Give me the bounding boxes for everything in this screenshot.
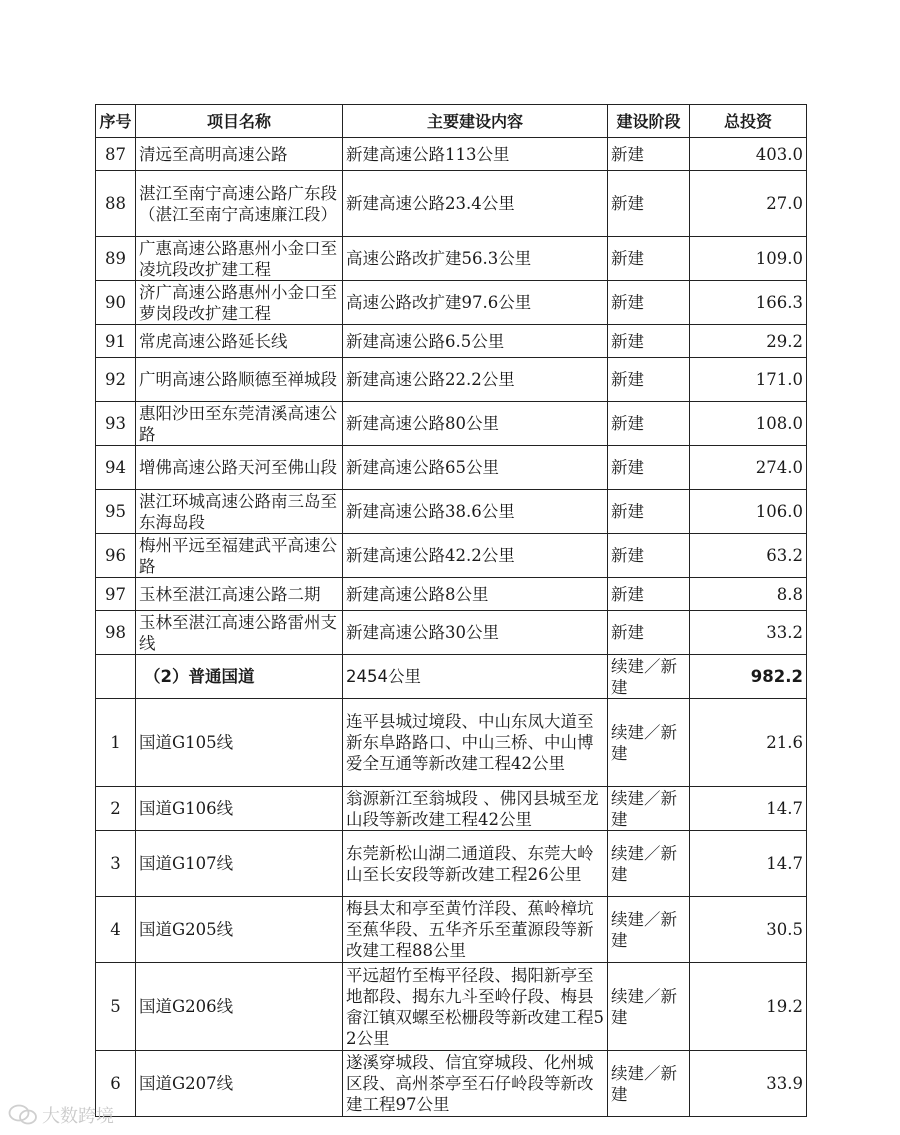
total-investment: 274.0 bbox=[690, 446, 807, 490]
table-row bbox=[96, 831, 807, 897]
wechat-bubble-icon bbox=[8, 1104, 38, 1126]
construction-content: 新建高速公路30公里 bbox=[343, 611, 608, 655]
row-number: 93 bbox=[96, 402, 136, 446]
construction-stage: 新建 bbox=[608, 358, 690, 402]
table-row bbox=[96, 325, 807, 358]
project-name: 国道G206线 bbox=[136, 963, 343, 1051]
construction-stage: 新建 bbox=[608, 446, 690, 490]
row-number: 90 bbox=[96, 281, 136, 325]
row-number: 96 bbox=[96, 534, 136, 578]
total-investment: 14.7 bbox=[690, 831, 807, 897]
construction-stage: 续建／新建 bbox=[608, 897, 690, 963]
project-table bbox=[95, 104, 807, 1117]
row-number: 87 bbox=[96, 138, 136, 171]
construction-content: 梅县太和亭至黄竹洋段、蕉岭樟坑至蕉华段、五华齐乐至董源段等新改建工程88公里 bbox=[343, 897, 608, 963]
table-row bbox=[96, 611, 807, 655]
construction-content: 新建高速公路65公里 bbox=[343, 446, 608, 490]
section-investment: 982.2 bbox=[690, 655, 807, 699]
project-name: 清远至高明高速公路 bbox=[136, 138, 343, 171]
section-stage: 续建／新建 bbox=[608, 655, 690, 699]
watermark bbox=[8, 1102, 114, 1128]
project-name: 国道G107线 bbox=[136, 831, 343, 897]
section-title: （2）普通国道 bbox=[136, 655, 343, 699]
construction-stage: 新建 bbox=[608, 578, 690, 611]
construction-stage: 新建 bbox=[608, 490, 690, 534]
table-row bbox=[96, 402, 807, 446]
construction-stage: 新建 bbox=[608, 325, 690, 358]
construction-stage: 续建／新建 bbox=[608, 1051, 690, 1117]
project-name: 国道G106线 bbox=[136, 787, 343, 831]
construction-content: 新建高速公路8公里 bbox=[343, 578, 608, 611]
construction-stage: 新建 bbox=[608, 611, 690, 655]
section-content: 2454公里 bbox=[343, 655, 608, 699]
construction-content: 平远超竹至梅平径段、揭阳新亭至地都段、揭东九斗至岭仔段、梅县畲江镇双螺至松栅段等新改建工程52公里 bbox=[343, 963, 608, 1051]
project-name: 湛江环城高速公路南三岛至东海岛段 bbox=[136, 490, 343, 534]
project-name: 惠阳沙田至东莞清溪高速公路 bbox=[136, 402, 343, 446]
construction-stage: 新建 bbox=[608, 281, 690, 325]
construction-content: 东莞新松山湖二通道段、东莞大岭山至长安段等新改建工程26公里 bbox=[343, 831, 608, 897]
row-number: 94 bbox=[96, 446, 136, 490]
section-blank-cell bbox=[96, 655, 136, 699]
construction-content: 新建高速公路38.6公里 bbox=[343, 490, 608, 534]
section-row-national-road bbox=[96, 655, 807, 699]
total-investment: 171.0 bbox=[690, 358, 807, 402]
row-number: 97 bbox=[96, 578, 136, 611]
construction-content: 新建高速公路42.2公里 bbox=[343, 534, 608, 578]
table-row bbox=[96, 787, 807, 831]
row-number: 5 bbox=[96, 963, 136, 1051]
row-number: 95 bbox=[96, 490, 136, 534]
project-name: 济广高速公路惠州小金口至萝岗段改扩建工程 bbox=[136, 281, 343, 325]
table-row bbox=[96, 1051, 807, 1117]
construction-stage: 续建／新建 bbox=[608, 831, 690, 897]
header-row bbox=[96, 105, 807, 138]
total-investment: 33.9 bbox=[690, 1051, 807, 1117]
construction-content: 翁源新江至翁城段 、佛冈县城至龙山段等新改建工程42公里 bbox=[343, 787, 608, 831]
total-investment: 403.0 bbox=[690, 138, 807, 171]
table-row bbox=[96, 578, 807, 611]
table-row bbox=[96, 171, 807, 237]
total-investment: 29.2 bbox=[690, 325, 807, 358]
construction-stage: 新建 bbox=[608, 138, 690, 171]
row-number: 1 bbox=[96, 699, 136, 787]
construction-stage: 新建 bbox=[608, 237, 690, 281]
table-row bbox=[96, 897, 807, 963]
construction-stage: 续建／新建 bbox=[608, 787, 690, 831]
project-name: 常虎高速公路延长线 bbox=[136, 325, 343, 358]
total-investment: 166.3 bbox=[690, 281, 807, 325]
table-row bbox=[96, 237, 807, 281]
construction-content: 新建高速公路23.4公里 bbox=[343, 171, 608, 237]
row-number: 3 bbox=[96, 831, 136, 897]
total-investment: 21.6 bbox=[690, 699, 807, 787]
construction-content: 遂溪穿城段、信宜穿城段、化州城区段、高州茶亭至石仔岭段等新改建工程97公里 bbox=[343, 1051, 608, 1117]
header-invest: 总投资 bbox=[690, 105, 807, 138]
table-row bbox=[96, 699, 807, 787]
header-content: 主要建设内容 bbox=[343, 105, 608, 138]
project-name: 国道G205线 bbox=[136, 897, 343, 963]
project-name: 玉林至湛江高速公路雷州支线 bbox=[136, 611, 343, 655]
total-investment: 108.0 bbox=[690, 402, 807, 446]
total-investment: 106.0 bbox=[690, 490, 807, 534]
table-row bbox=[96, 138, 807, 171]
row-number: 98 bbox=[96, 611, 136, 655]
construction-stage: 续建／新建 bbox=[608, 699, 690, 787]
row-number: 4 bbox=[96, 897, 136, 963]
row-number: 91 bbox=[96, 325, 136, 358]
construction-content: 高速公路改扩建97.6公里 bbox=[343, 281, 608, 325]
row-number: 88 bbox=[96, 171, 136, 237]
construction-content: 新建高速公路6.5公里 bbox=[343, 325, 608, 358]
total-investment: 8.8 bbox=[690, 578, 807, 611]
header-no: 序号 bbox=[96, 105, 136, 138]
construction-content: 高速公路改扩建56.3公里 bbox=[343, 237, 608, 281]
project-name: 国道G105线 bbox=[136, 699, 343, 787]
total-investment: 63.2 bbox=[690, 534, 807, 578]
total-investment: 33.2 bbox=[690, 611, 807, 655]
total-investment: 30.5 bbox=[690, 897, 807, 963]
project-name: 梅州平远至福建武平高速公路 bbox=[136, 534, 343, 578]
row-number: 89 bbox=[96, 237, 136, 281]
construction-content: 新建高速公路22.2公里 bbox=[343, 358, 608, 402]
table-row bbox=[96, 281, 807, 325]
total-investment: 14.7 bbox=[690, 787, 807, 831]
project-name: 国道G207线 bbox=[136, 1051, 343, 1117]
construction-stage: 新建 bbox=[608, 171, 690, 237]
project-name: 广明高速公路顺德至禅城段 bbox=[136, 358, 343, 402]
table-row bbox=[96, 534, 807, 578]
row-number: 6 bbox=[96, 1051, 136, 1117]
table-row bbox=[96, 446, 807, 490]
table-row bbox=[96, 490, 807, 534]
project-name: 广惠高速公路惠州小金口至凌坑段改扩建工程 bbox=[136, 237, 343, 281]
construction-stage: 新建 bbox=[608, 534, 690, 578]
total-investment: 109.0 bbox=[690, 237, 807, 281]
watermark-text: 大数跨境 bbox=[42, 1106, 114, 1127]
total-investment: 19.2 bbox=[690, 963, 807, 1051]
construction-content: 连平县城过境段、中山东凤大道至新东阜路路口、中山三桥、中山博爱全互通等新改建工程42公里 bbox=[343, 699, 608, 787]
header-name: 项目名称 bbox=[136, 105, 343, 138]
project-name: 增佛高速公路天河至佛山段 bbox=[136, 446, 343, 490]
project-name: 湛江至南宁高速公路广东段（湛江至南宁高速廉江段） bbox=[136, 171, 343, 237]
table-row bbox=[96, 358, 807, 402]
construction-content: 新建高速公路113公里 bbox=[343, 138, 608, 171]
construction-content: 新建高速公路80公里 bbox=[343, 402, 608, 446]
total-investment: 27.0 bbox=[690, 171, 807, 237]
row-number: 2 bbox=[96, 787, 136, 831]
table-row bbox=[96, 963, 807, 1051]
construction-stage: 新建 bbox=[608, 402, 690, 446]
header-stage: 建设阶段 bbox=[608, 105, 690, 138]
row-number: 92 bbox=[96, 358, 136, 402]
project-name: 玉林至湛江高速公路二期 bbox=[136, 578, 343, 611]
construction-stage: 续建／新建 bbox=[608, 963, 690, 1051]
